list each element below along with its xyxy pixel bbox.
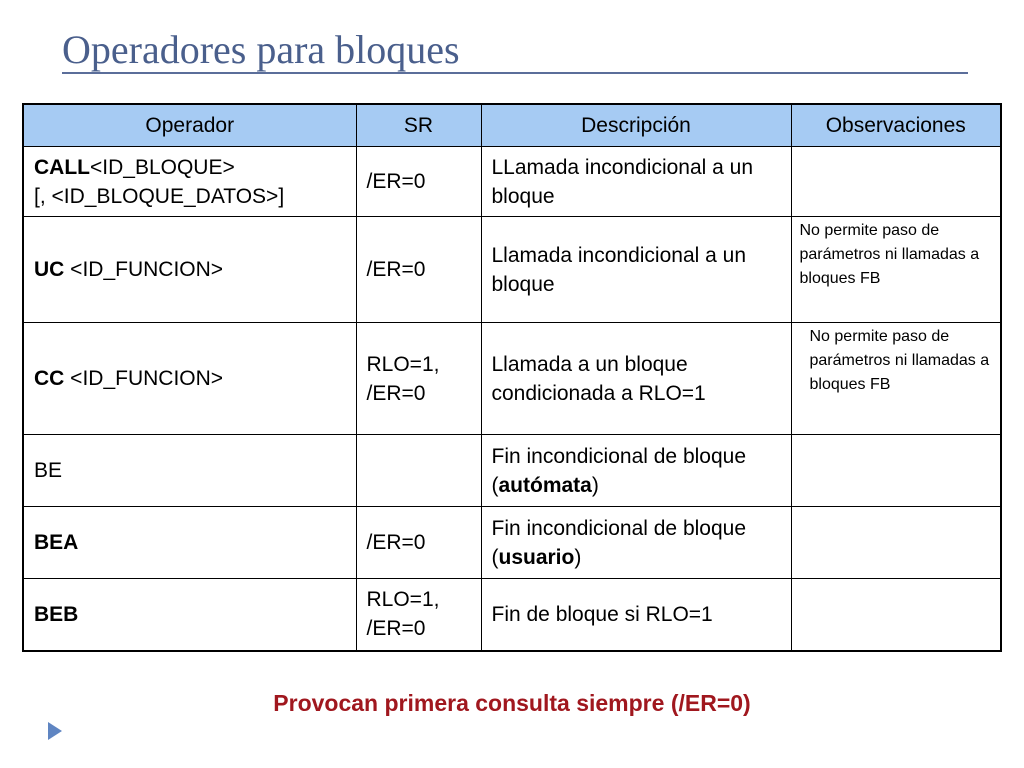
observations-cell: [791, 147, 1001, 217]
table-row: [23, 579, 1001, 651]
operator-cell: CC <ID_FUNCION>: [23, 323, 356, 435]
sr-cell: [356, 435, 481, 507]
table-row: [23, 435, 1001, 507]
table-row: [23, 323, 1001, 435]
description-cell: LLamada incondicional a un bloque: [481, 147, 791, 217]
header-sr: SR: [356, 104, 481, 147]
observations-cell: No permite paso de parámetros ni llamadas a bloques FB: [791, 217, 1001, 323]
table-header-row: [23, 104, 1001, 147]
operator-cell: UC <ID_FUNCION>: [23, 217, 356, 323]
sr-cell: /ER=0: [356, 217, 481, 323]
sr-cell: RLO=1, /ER=0: [356, 579, 481, 651]
table-row: [23, 147, 1001, 217]
operators-table: [22, 103, 1002, 652]
observations-cell: [791, 507, 1001, 579]
description-cell: Llamada incondicional a un bloque: [481, 217, 791, 323]
description-cell: Fin incondicional de bloque (autómata): [481, 435, 791, 507]
sr-cell: RLO=1, /ER=0: [356, 323, 481, 435]
table-row: [23, 217, 1001, 323]
sr-cell: /ER=0: [356, 147, 481, 217]
header-descripcion: Descripción: [481, 104, 791, 147]
header-observaciones: Observaciones: [791, 104, 1001, 147]
description-cell: Fin de bloque si RLO=1: [481, 579, 791, 651]
observations-cell: [791, 579, 1001, 651]
operator-cell: BEB: [23, 579, 356, 651]
description-cell: Llamada a un bloque condicionada a RLO=1: [481, 323, 791, 435]
title-underline: [62, 72, 968, 74]
triangle-right-icon: [48, 722, 62, 740]
table-row: [23, 507, 1001, 579]
sr-cell: /ER=0: [356, 507, 481, 579]
operator-cell: BE: [23, 435, 356, 507]
description-cell: Fin incondicional de bloque (usuario): [481, 507, 791, 579]
observations-cell: [791, 435, 1001, 507]
footer-note: Provocan primera consulta siempre (/ER=0): [273, 690, 751, 716]
page-title: Operadores para bloques: [62, 27, 460, 72]
operator-cell: CALL<ID_BLOQUE> [, <ID_BLOQUE_DATOS>]: [23, 147, 356, 217]
operator-cell: BEA: [23, 507, 356, 579]
header-operador: Operador: [23, 104, 356, 147]
observations-cell: No permite paso de parámetros ni llamadas a bloques FB: [791, 323, 1001, 435]
